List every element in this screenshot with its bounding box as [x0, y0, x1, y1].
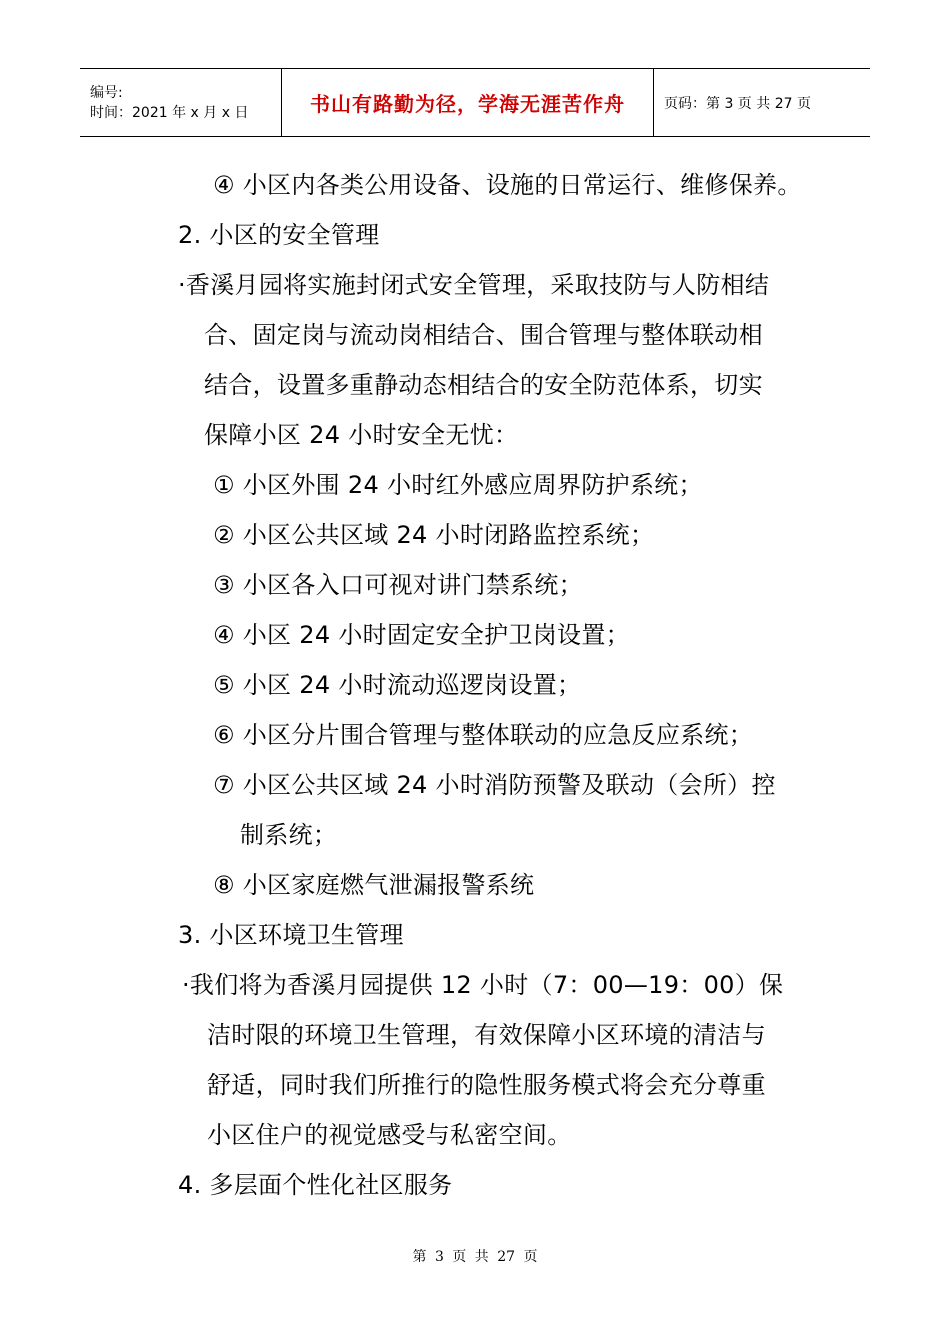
- section-heading: 2. 小区的安全管理: [178, 221, 380, 249]
- header-page-info: 页码：第 3 页 共 27 页: [664, 95, 811, 112]
- page-header: [80, 68, 870, 137]
- time-text: 时间：2021 年 x 月 x 日: [90, 104, 249, 121]
- paragraph-line: 保障小区 24 小时安全无忧：: [204, 421, 519, 449]
- section-heading: 3. 小区环境卫生管理: [178, 921, 404, 949]
- list-item: ④ 小区 24 小时固定安全护卫岗设置；: [213, 621, 630, 649]
- list-item: ⑤ 小区 24 小时流动巡逻岗设置；: [213, 671, 582, 699]
- list-item: ② 小区公共区域 24 小时闭路监控系统；: [213, 521, 655, 549]
- header-motto: 书山有路勤为径，学海无涯苦作舟: [282, 69, 654, 136]
- paragraph-line: 合、固定岗与流动岗相结合、围合管理与整体联动相: [204, 321, 763, 349]
- list-item-continuation: 制系统；: [240, 821, 338, 849]
- header-meta: [80, 69, 282, 136]
- paragraph-line: 洁时限的环境卫生管理，有效保障小区环境的清洁与: [207, 1021, 766, 1049]
- paragraph-line: 舒适，同时我们所推行的隐性服务模式将会充分尊重: [207, 1071, 766, 1099]
- list-item: ⑦ 小区公共区域 24 小时消防预警及联动（会所）控: [213, 771, 776, 799]
- page-footer: 第 3 页 共 27 页: [412, 1249, 538, 1265]
- list-item: ① 小区外围 24 小时红外感应周界防护系统；: [213, 471, 703, 499]
- list-item: ⑧ 小区家庭燃气泄漏报警系统: [213, 871, 535, 899]
- list-item: ③ 小区各入口可视对讲门禁系统；: [213, 571, 583, 599]
- paragraph-line: ·我们将为香溪月园提供 12 小时（7：00—19：00）保: [182, 971, 784, 999]
- paragraph-line: ·香溪月园将实施封闭式安全管理，采取技防与人防相结: [178, 271, 770, 299]
- section-heading: 4. 多层面个性化社区服务: [178, 1171, 453, 1199]
- list-item: ④ 小区内各类公用设备、设施的日常运行、维修保养。: [213, 171, 802, 199]
- paragraph-line: 小区住户的视觉感受与私密空间。: [207, 1121, 572, 1149]
- serial-label: 编号:: [90, 84, 123, 101]
- list-item: ⑥ 小区分片围合管理与整体联动的应急反应系统；: [213, 721, 754, 749]
- paragraph-line: 结合，设置多重静动态相结合的安全防范体系，切实: [204, 371, 763, 399]
